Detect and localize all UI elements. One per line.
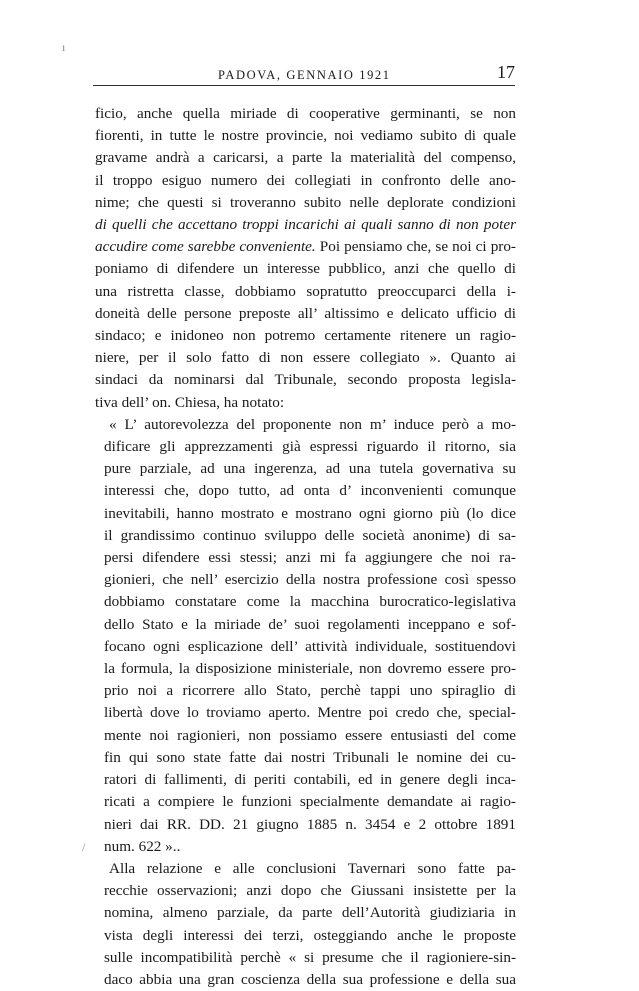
text-line: il troppo esiguo numero dei collegiati in confronto delle ano- bbox=[95, 171, 516, 189]
roman-segment: Poi pensiamo che, se noi ci pro- bbox=[315, 238, 516, 256]
text-line: nomina, almeno parziale, da parte dell’Autorità giudiziaria in bbox=[104, 904, 516, 922]
text-line: ficio, anche quella miriade di cooperative germinanti, se non bbox=[95, 105, 516, 122]
text-line: persi difendere essi stessi; anzi mi fa aggiungere che noi ra- bbox=[104, 549, 516, 567]
text-line: dobbiamo constatare come la macchina burocratico-legislativa bbox=[104, 593, 516, 611]
page-number: 17 bbox=[497, 62, 515, 82]
text-line: la formula, la disposizione ministeriale, non dovremo essere pro- bbox=[104, 660, 516, 678]
text-line: daco abbia una gran coscienza della sua professione e della sua bbox=[104, 970, 516, 988]
page-header bbox=[93, 62, 515, 86]
text-line: sindaci da nominarsi dal Tribunale, secondo proposta legisla- bbox=[95, 371, 516, 389]
text-line: di quelli che accettano troppi incarichi ai quali sanno di non poter bbox=[95, 216, 516, 234]
header-rule bbox=[93, 85, 515, 86]
text-line: interessi che, dopo tutto, ad onta d’ inconvenienti comunque bbox=[104, 482, 516, 500]
text-line: inevitabili, hanno mostrato e mostrano ogni giorno più (lo dice bbox=[104, 504, 516, 522]
text-line: una ristretta classe, dobbiamo sopratutto preoccuparci della i- bbox=[95, 282, 516, 300]
text-line: tiva dell’ on. Chiesa, ha notato: bbox=[95, 393, 285, 411]
text-line: ricati a compiere le funzioni specialmente demandate ai ragio- bbox=[104, 793, 516, 811]
scan-speck: / bbox=[82, 840, 86, 854]
text-line: fiorenti, in tutte le nostre provincie, noi vediamo subito di quale bbox=[95, 127, 516, 145]
text-line: prio noi a ricorrere allo Stato, perchè tappi uno spiraglio di bbox=[104, 682, 516, 700]
text-line: niere, per il solo fatto di non essere collegiato ». Quanto ai bbox=[95, 349, 516, 367]
text-line: libertà dove lo troviamo aperto. Mentre poi credo che, special- bbox=[104, 704, 516, 722]
scan-speck: ı bbox=[62, 40, 66, 54]
text-line: recchie osservazioni; anzi dopo che Giussani insistette per la bbox=[104, 882, 516, 900]
body-text bbox=[95, 103, 516, 991]
text-line: « L’ autorevolezza del proponente non m’ induce però a mo- bbox=[109, 415, 516, 433]
text-line bbox=[95, 236, 516, 258]
text-line: focano ogni esplicazione dell’ attività individuale, sostituendovi bbox=[104, 637, 516, 655]
text-line: doneità delle persone preposte all’ altissimo e delicato ufficio di bbox=[95, 304, 516, 322]
text-line: num. 622 ».. bbox=[104, 837, 181, 855]
text-line: dello Stato e la miriade de’ suoi regolamenti inceppano e sof- bbox=[104, 615, 516, 633]
text-line: gionieri, che nell’ esercizio della nostra professione così spesso bbox=[104, 571, 516, 589]
text-line: il grandissimo continuo sviluppo delle società anonime) di sa- bbox=[104, 526, 516, 544]
text-line: Alla relazione e alle conclusioni Tavernari sono fatte pa- bbox=[109, 859, 516, 877]
running-title: PADOVA, GENNAIO 1921 bbox=[218, 68, 391, 82]
text-line: mente noi ragionieri, non possiamo essere entusiasti del come bbox=[104, 726, 516, 744]
text-line: gravame andrà a caricarsi, a parte la materialità del compenso, bbox=[95, 149, 516, 167]
text-line: sindaco; e inidoneo non potremo certamente ritenere un ragio- bbox=[95, 327, 516, 345]
text-line: fin qui sono state fatte dai nostri Tribunali le nomine dei cu- bbox=[104, 748, 516, 766]
text-line: vista degli interessi dei terzi, osteggiando anche le proposte bbox=[104, 926, 516, 944]
text-line: pure parziale, ad una ingerenza, ad una tutela governativa su bbox=[104, 460, 516, 478]
text-line: nieri dai RR. DD. 21 giugno 1885 n. 3454 e 2 ottobre 1891 bbox=[104, 815, 516, 833]
text-line: poniamo di difendere un interesse pubblico, anzi che quello di bbox=[95, 260, 516, 278]
italic-segment: accudire come sarebbe conveniente. bbox=[95, 238, 316, 256]
text-line: dificare gli apprezzamenti già espressi riguardo il ritorno, sia bbox=[104, 438, 516, 456]
text-line: ratori di fallimenti, di periti contabili, ed in genere degli inca- bbox=[104, 771, 516, 789]
text-line: nime; che questi si troveranno subito nelle deplorate condizioni bbox=[95, 193, 516, 211]
text-line: sulle incompatibilità perchè « si presume che il ragioniere-sin- bbox=[104, 948, 516, 966]
